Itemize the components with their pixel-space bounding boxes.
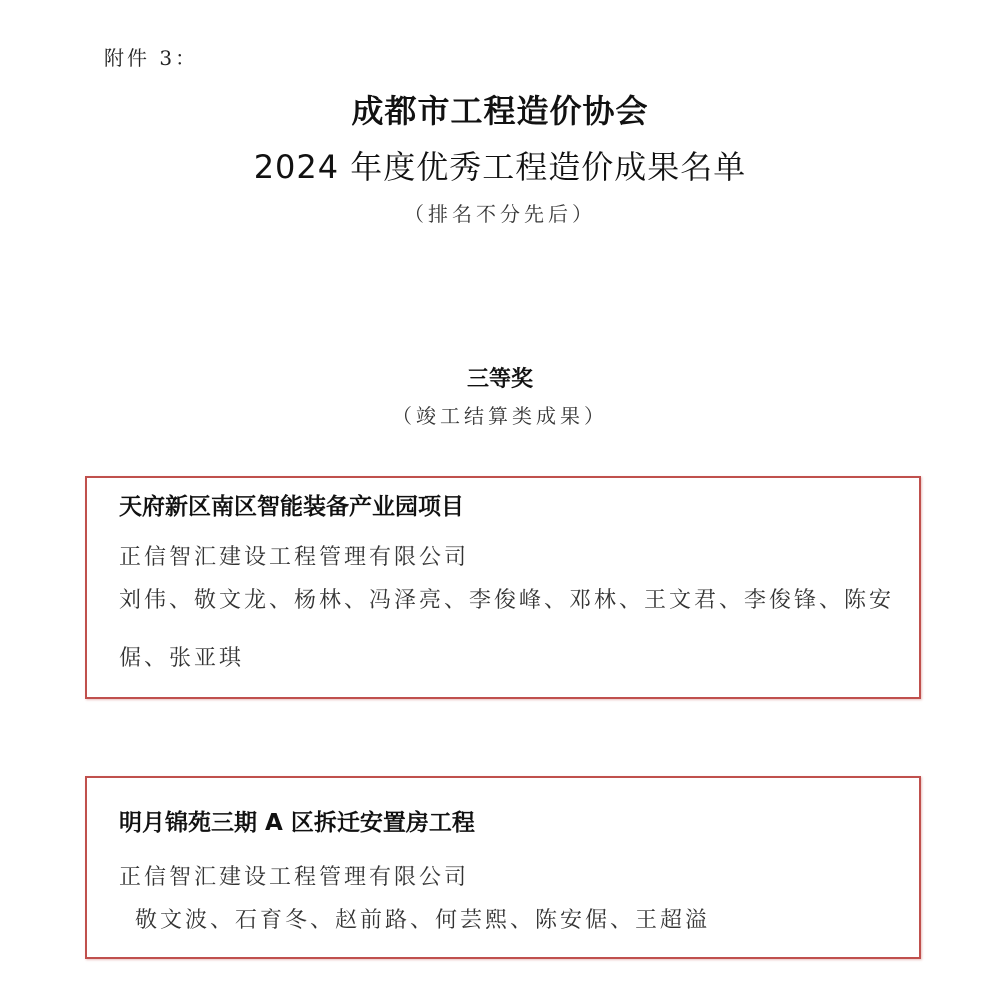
- company-name: 正信智汇建设工程管理有限公司: [119, 545, 470, 570]
- team-members: 刘伟、敬文龙、杨林、冯泽亮、李俊峰、邓林、王文君、李俊锋、陈安倨、张亚琪: [119, 588, 895, 671]
- document-title-org: 成都市工程造价协会: [351, 92, 649, 130]
- attachment-label: 附件 3：: [104, 46, 199, 70]
- document-title-list: 2024 年度优秀工程造价成果名单: [253, 148, 747, 186]
- project-name: 天府新区南区智能装备产业园项目: [119, 494, 464, 520]
- company-name: 正信智汇建设工程管理有限公司: [119, 865, 470, 890]
- team-members: 敬文波、石育冬、赵前路、何芸熙、陈安倨、王超溢: [135, 908, 711, 933]
- award-level-heading: 三等奖: [466, 367, 533, 392]
- entry-highlight-box: [85, 476, 921, 699]
- entry-highlight-box: [85, 776, 921, 959]
- project-name: 明月锦苑三期 A 区拆迁安置房工程: [119, 810, 475, 836]
- ranking-note: （排名不分先后）: [404, 202, 596, 226]
- award-category: （竣工结算类成果）: [392, 404, 608, 428]
